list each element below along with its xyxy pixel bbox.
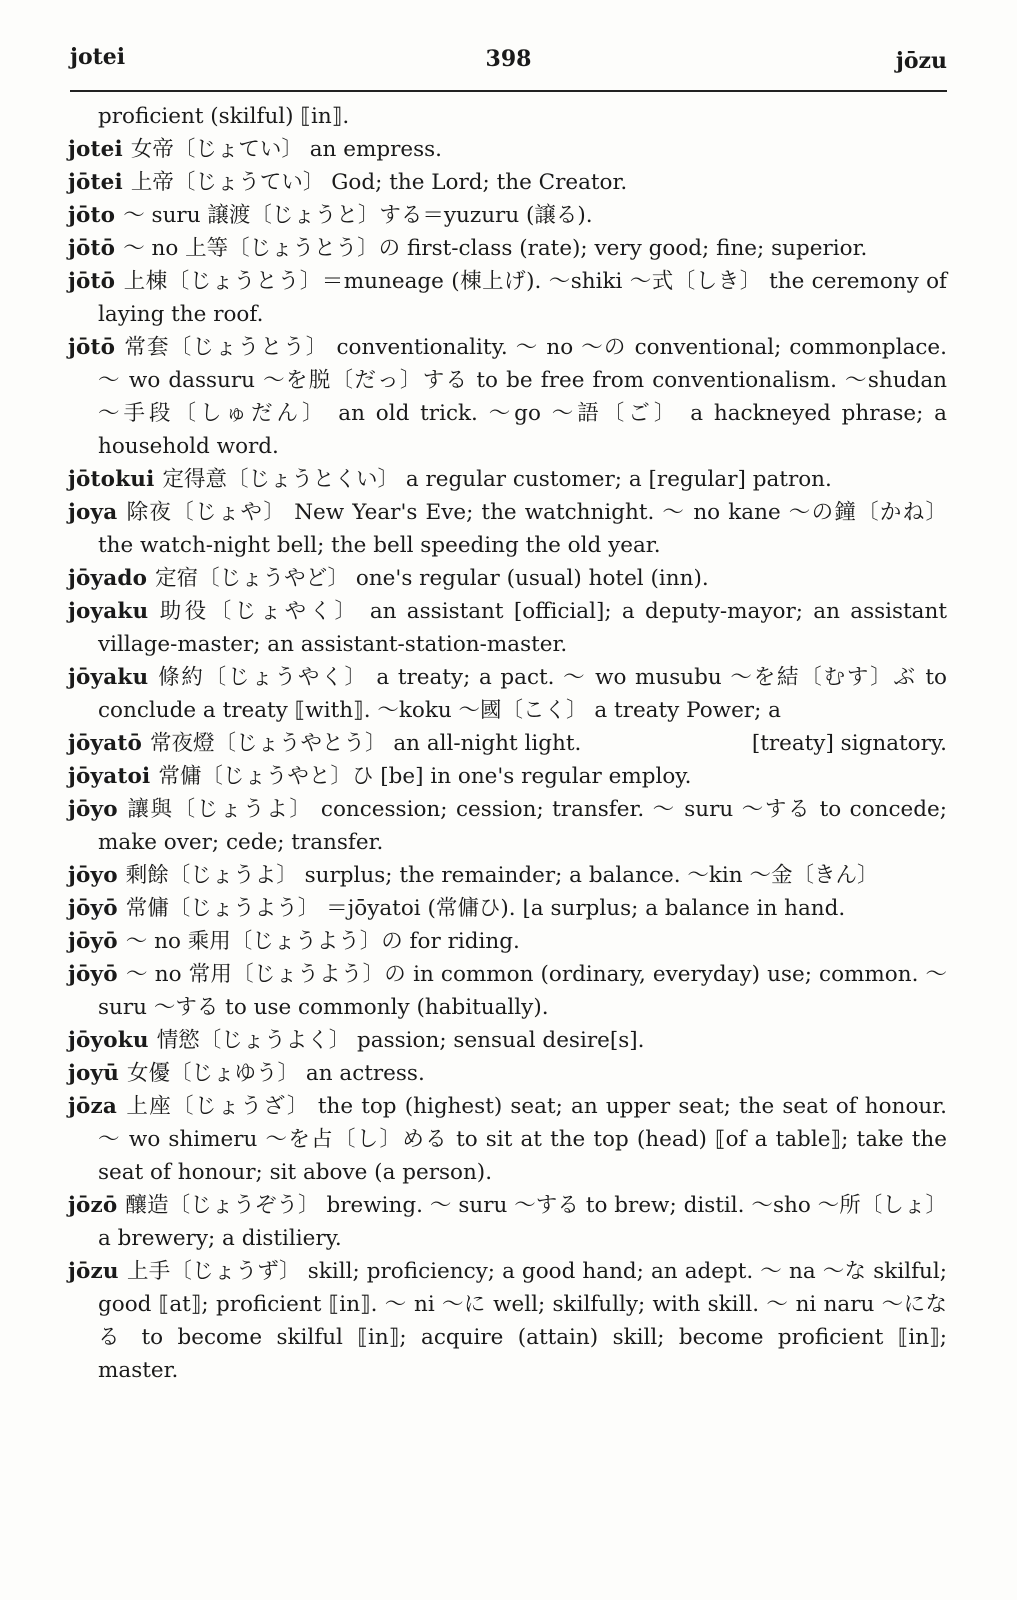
definition: 女優〔じょゆう〕 an actress.: [127, 1061, 425, 1086]
dictionary-entry: [68, 331, 947, 463]
headword: jōyo: [68, 797, 118, 822]
definition: ～ no 常用〔じょうよう〕の in common (ordinary, everyday) use; common. ～ suru ～する to use commonly (habitually).: [98, 962, 947, 1020]
dictionary-entry: [68, 265, 947, 331]
headword: jōyatō: [68, 731, 143, 756]
headword: jōtō: [68, 269, 116, 294]
definition: 定宿〔じょうやど〕 one's regular (usual) hotel (inn).: [155, 566, 709, 591]
headword: jōto: [68, 203, 116, 228]
dictionary-entry: [68, 1189, 947, 1255]
definition: 上座〔じょうざ〕 the top (highest) seat; an upper seat; the seat of honour. ～ wo shimeru ～を占〔し〕める to sit at the top (head) ⟦of a table⟧; take the seat of honour; sit above (a person).: [98, 1094, 947, 1185]
definition: 常傭〔じょうよう〕 ＝jōyatoi (常傭ひ). ⌊a surplus; a balance in hand.: [125, 896, 846, 921]
headword: jōyado: [68, 566, 148, 591]
definition: 條約〔じょうやく〕 a treaty; a pact. ～ wo musubu ～を結〔むす〕ぶ to conclude a treaty ⟦with⟧. ～koku ～國〔こく〕 a treaty Power; a: [98, 665, 947, 723]
page-header: [70, 40, 947, 92]
dictionary-entry: [68, 199, 947, 232]
dictionary-entry: [68, 661, 947, 727]
dictionary-entry: [68, 859, 947, 892]
headword: joya: [68, 500, 118, 525]
headword: jōyoku: [68, 1028, 149, 1053]
headword: jōzu: [68, 1259, 119, 1284]
definition: proficient (skilful) ⟦in⟧.: [98, 104, 350, 129]
dictionary-entry: [68, 232, 947, 265]
headword: jōyo: [68, 863, 118, 888]
dictionary-entry: [68, 1057, 947, 1090]
entry-continuation: [68, 100, 947, 133]
definition: 常傭〔じょうやと〕ひ [be] in one's regular employ.: [158, 764, 692, 789]
headword: joyaku: [68, 599, 149, 624]
headword: jōyō: [68, 896, 118, 921]
page-number: 398: [485, 46, 532, 72]
headword: jōtokui: [68, 467, 155, 492]
headword: jōtō: [68, 236, 116, 261]
headword: joyū: [68, 1061, 120, 1086]
dictionary-entry: [68, 496, 947, 562]
headword: jōzō: [68, 1193, 118, 1218]
definition: 助役〔じょやく〕 an assistant [official]; a deputy-mayor; an assistant village-master; an assistant-station-master.: [98, 599, 947, 657]
dictionary-entry: [68, 463, 947, 496]
definition: 上帝〔じょうてい〕 God; the Lord; the Creator.: [130, 170, 628, 195]
dictionary-entry: [68, 760, 947, 793]
definition: 讓與〔じょうよ〕 concession; cession; transfer. ～ suru ～する to concede; make over; cede; transfer.: [98, 797, 947, 855]
definition: ～ no 乘用〔じょうよう〕の for riding.: [125, 929, 520, 954]
dictionary-entry: [68, 958, 947, 1024]
definition: 上手〔じょうず〕 skill; proficiency; a good hand; an adept. ～ na ～な skilful; good ⟦at⟧; proficient ⟦in⟧. ～ ni ～に well; skilfully; with skill. ～ ni naru ～になる to become skilful ⟦in⟧; acquire (attain) skill; become proficient ⟦in⟧; master.: [98, 1259, 947, 1383]
headword: jōza: [68, 1094, 118, 1119]
definition: 女帝〔じょてい〕 an empress.: [130, 137, 443, 162]
dictionary-entry: [68, 1255, 947, 1387]
headword: jōyō: [68, 962, 118, 987]
definition: 定得意〔じょうとくい〕 a regular customer; a [regular] patron.: [162, 467, 832, 492]
dictionary-entry: [68, 925, 947, 958]
dictionary-entry: [68, 166, 947, 199]
definition: 剩餘〔じょうよ〕 surplus; the remainder; a balance. ～kin ～金〔きん〕: [125, 863, 879, 888]
headword: jōtō: [68, 335, 116, 360]
dictionary-entry: [68, 793, 947, 859]
dictionary-entry: [68, 133, 947, 166]
dictionary-entry: [68, 1090, 947, 1189]
definition: ～ no 上等〔じょうとう〕の first-class (rate); very good; fine; superior.: [123, 236, 868, 261]
runover-text: [treaty] signatory.: [751, 731, 947, 756]
dictionary-entry: [68, 1024, 947, 1057]
header-last-word: jōzu: [895, 48, 947, 74]
headword: jōyō: [68, 929, 118, 954]
dictionary-entry: [68, 727, 947, 760]
definition: 釀造〔じょうぞう〕 brewing. ～ suru ～する to brew; distil. ～sho ～所〔しょ〕 a brewery; a distiliery.: [98, 1193, 947, 1251]
headword: jōtei: [68, 170, 123, 195]
dictionary-entry: [68, 892, 947, 925]
header-first-word: jotei: [70, 44, 126, 70]
definition: ～ suru 譲渡〔じょうと〕する＝yuzuru (譲る).: [123, 203, 593, 228]
headword: jōyaku: [68, 665, 149, 690]
headword: jōyatoi: [68, 764, 151, 789]
definition: 常夜燈〔じょうやとう〕 an all-night light.: [150, 731, 582, 756]
dictionary-entry: [68, 562, 947, 595]
definition: 情慾〔じょうよく〕 passion; sensual desire[s].: [156, 1028, 645, 1053]
definition: 上棟〔じょうとう〕＝muneage (棟上げ). ～shiki ～式〔しき〕 the ceremony of laying the roof.: [98, 269, 947, 327]
headword: jotei: [68, 137, 123, 162]
dictionary-body: [68, 100, 947, 1387]
definition: 常套〔じょうとう〕 conventionality. ～ no ～の conventional; commonplace. ～ wo dassuru ～を脱〔だっ〕する to be free from conventionalism. ～shudan ～手段〔しゅだん〕 an old trick. ～go ～語〔ご〕 a hackneyed phrase; a household word.: [98, 335, 947, 459]
definition: 除夜〔じょや〕 New Year's Eve; the watchnight. ～ no kane ～の鐘〔かね〕 the watch-night bell; the bell speeding the old year.: [98, 500, 947, 558]
dictionary-entry: [68, 595, 947, 661]
